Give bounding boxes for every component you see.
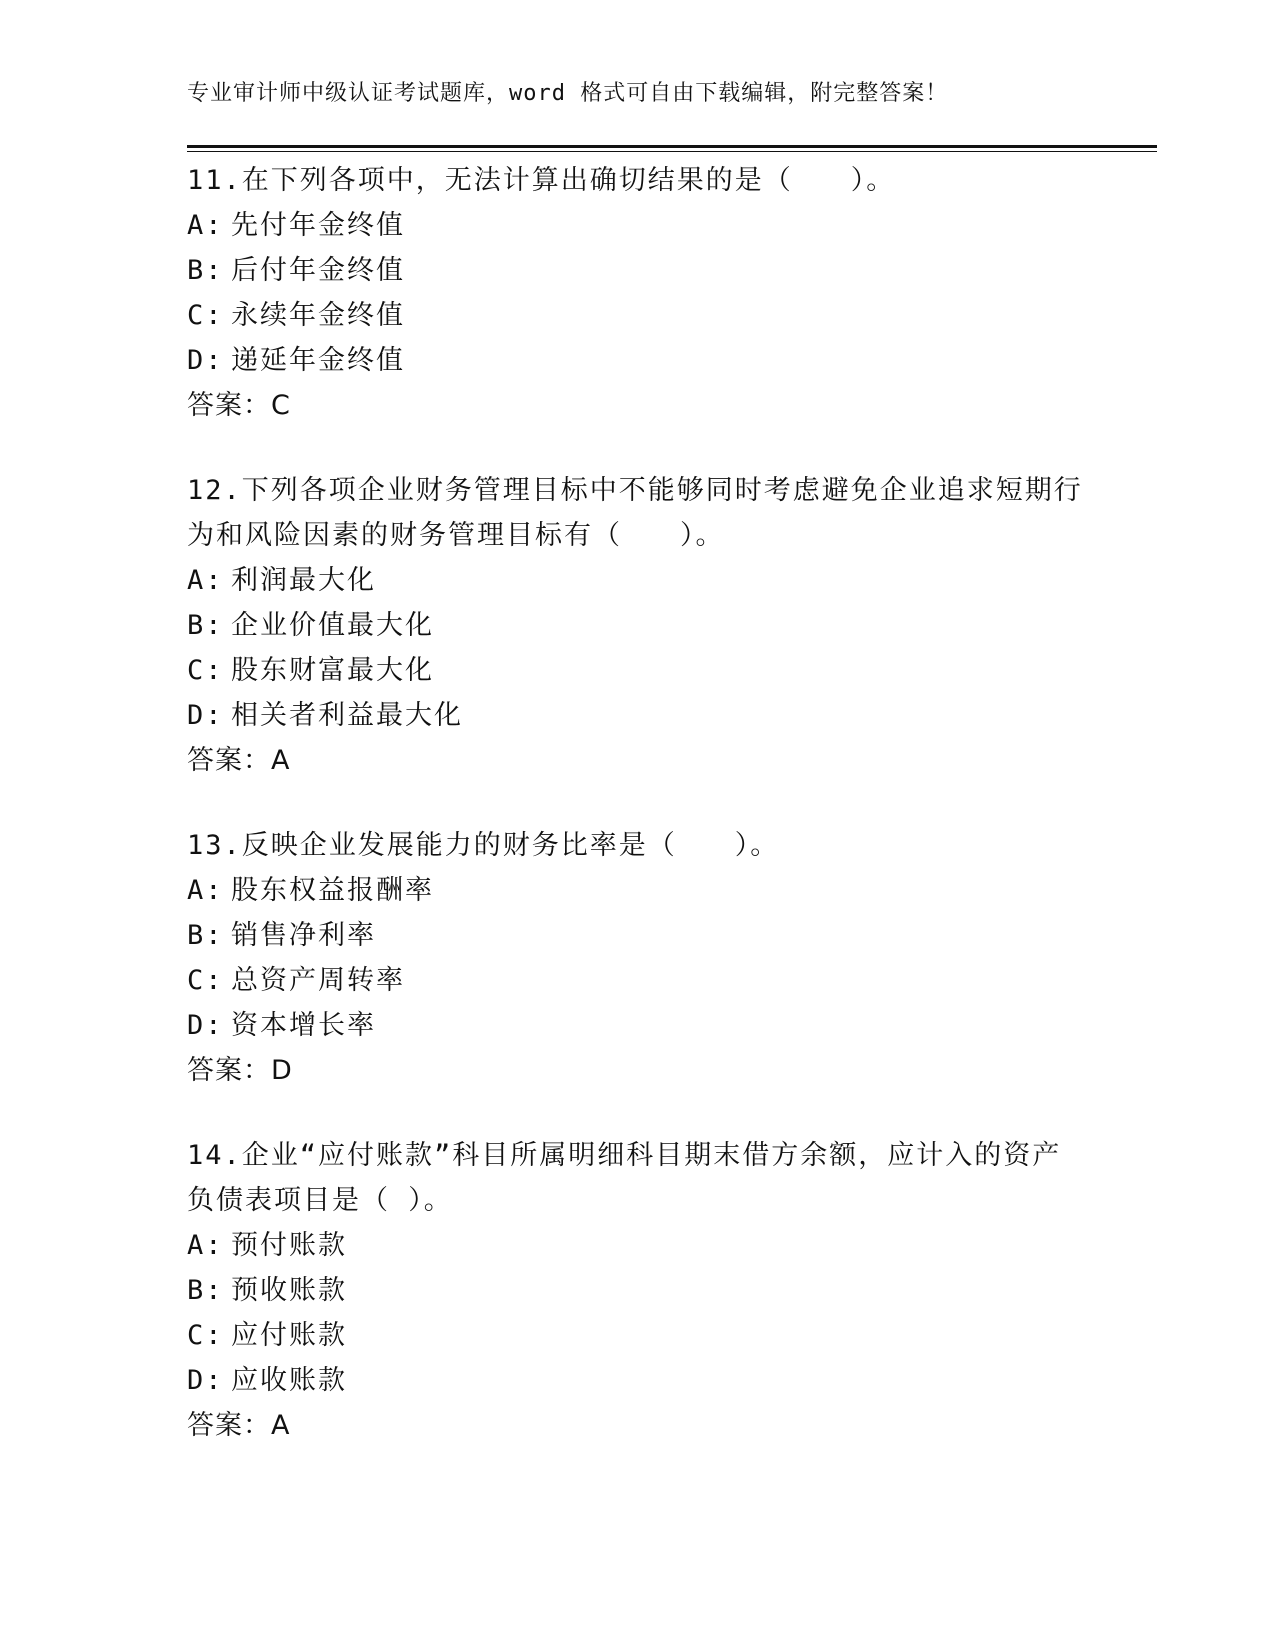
option-text: 预收账款	[231, 1275, 347, 1306]
option-text: 资本增长率	[231, 1010, 376, 1041]
option-text: 递延年金终值	[231, 345, 405, 376]
option-text: 股东财富最大化	[231, 655, 434, 686]
question-stem: 11.在下列各项中，无法计算出确切结果的是（ ）。	[187, 165, 896, 196]
document-header: 专业审计师中级认证考试题库，word 格式可自由下载编辑，附完整答案！	[187, 81, 949, 106]
answer-line: 答案：C	[187, 390, 291, 421]
option-d	[187, 338, 1087, 383]
option-text: 先付年金终值	[231, 210, 405, 241]
option-c	[187, 293, 1087, 338]
option-c	[187, 958, 1087, 1003]
option-text: 应付账款	[231, 1320, 347, 1351]
option-d	[187, 1003, 1087, 1048]
header-rule-thin	[187, 151, 1157, 152]
question-12	[187, 468, 1087, 783]
option-text: 相关者利益最大化	[231, 700, 463, 731]
option-c	[187, 648, 1087, 693]
question-stem: 14.企业“应付账款”科目所属明细科目期末借方余额，应计入的资产负债表项目是（ ）。	[187, 1140, 1062, 1216]
option-letter: C:	[187, 1320, 224, 1351]
option-letter: D:	[187, 1365, 224, 1396]
option-letter: D:	[187, 700, 224, 731]
option-text: 销售净利率	[231, 920, 376, 951]
option-d	[187, 1358, 1087, 1403]
option-text: 应收账款	[231, 1365, 347, 1396]
option-text: 利润最大化	[231, 565, 376, 596]
option-letter: D:	[187, 1010, 224, 1041]
option-a	[187, 203, 1087, 248]
option-text: 股东权益报酬率	[231, 875, 434, 906]
option-letter: A:	[187, 875, 224, 906]
option-text: 企业价值最大化	[231, 610, 434, 641]
option-text: 总资产周转率	[231, 965, 405, 996]
option-d	[187, 693, 1087, 738]
question-list	[187, 158, 1087, 1488]
option-letter: C:	[187, 965, 224, 996]
option-text: 后付年金终值	[231, 255, 405, 286]
question-13	[187, 823, 1087, 1093]
option-text: 永续年金终值	[231, 300, 405, 331]
option-a	[187, 868, 1087, 913]
option-letter: A:	[187, 1230, 224, 1261]
question-11	[187, 158, 1087, 428]
option-letter: B:	[187, 610, 224, 641]
header-rule-thick	[187, 145, 1157, 148]
question-14	[187, 1133, 1087, 1448]
option-letter: C:	[187, 655, 224, 686]
option-a	[187, 1223, 1087, 1268]
option-b	[187, 1268, 1087, 1313]
option-letter: D:	[187, 345, 224, 376]
option-letter: A:	[187, 210, 224, 241]
option-a	[187, 558, 1087, 603]
option-letter: A:	[187, 565, 224, 596]
answer-line: 答案：D	[187, 1055, 293, 1086]
option-letter: B:	[187, 255, 224, 286]
option-c	[187, 1313, 1087, 1358]
option-letter: B:	[187, 1275, 224, 1306]
option-b	[187, 248, 1087, 293]
question-stem: 12.下列各项企业财务管理目标中不能够同时考虑避免企业追求短期行为和风险因素的财务管理目标有（ ）。	[187, 475, 1083, 551]
answer-line: 答案：A	[187, 1410, 291, 1441]
option-letter: C:	[187, 300, 224, 331]
option-letter: B:	[187, 920, 224, 951]
option-b	[187, 603, 1087, 648]
question-stem: 13.反映企业发展能力的财务比率是（ ）。	[187, 830, 780, 861]
option-text: 预付账款	[231, 1230, 347, 1261]
answer-line: 答案：A	[187, 745, 291, 776]
option-b	[187, 913, 1087, 958]
